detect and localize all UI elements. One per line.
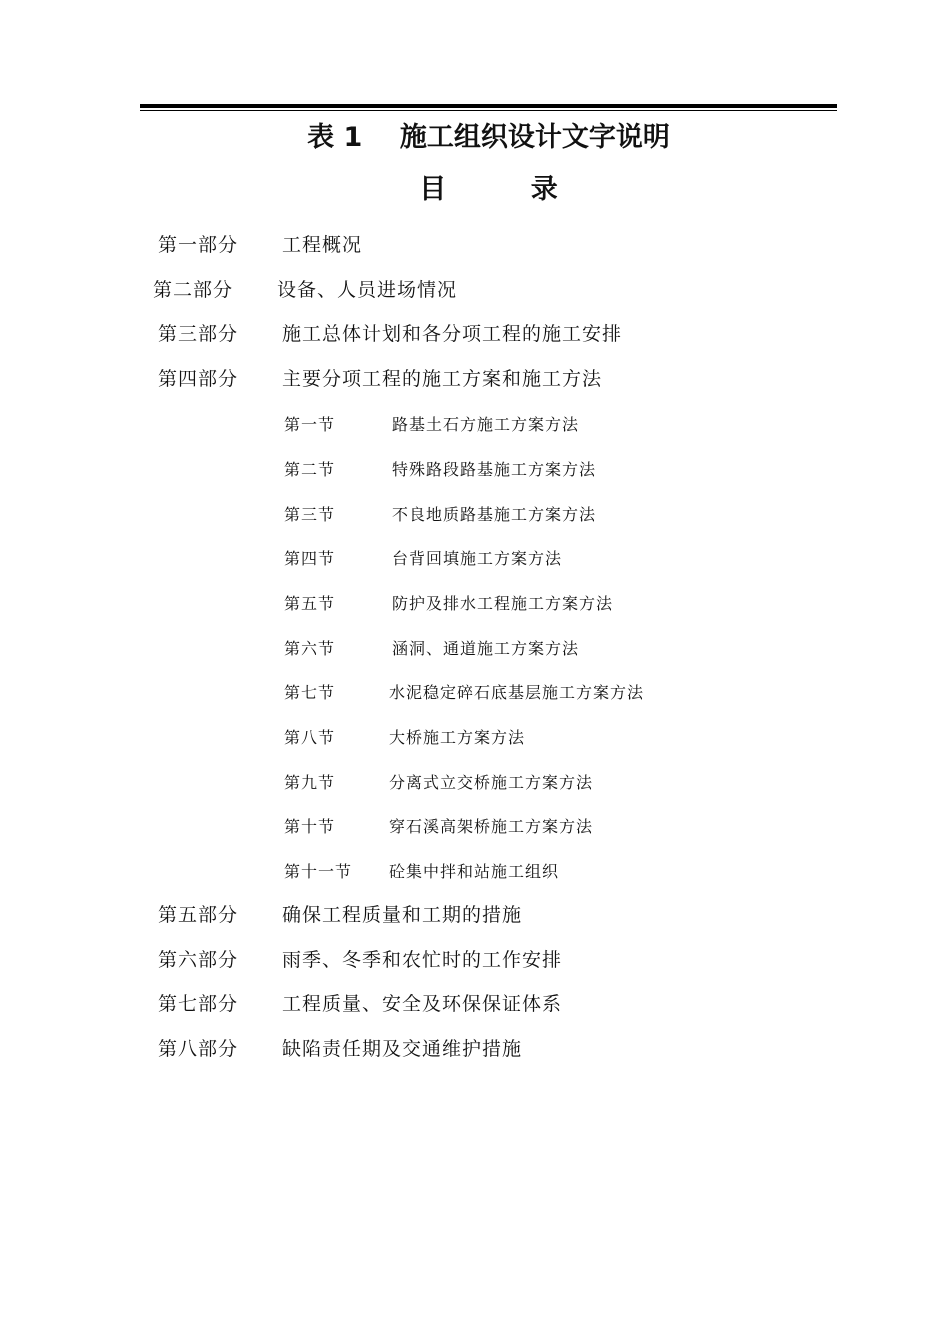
toc-section-label: 第七节	[284, 683, 336, 702]
toc-section-title: 不良地质路基施工方案方法	[392, 505, 597, 524]
toc-section-title: 大桥施工方案方法	[389, 728, 526, 747]
toc-part-title: 设备、人员进场情况	[277, 279, 458, 301]
toc-part-label: 第四部分	[158, 368, 239, 390]
toc-part-label: 第三部分	[158, 323, 239, 345]
toc-section-title: 分离式立交桥施工方案方法	[389, 773, 594, 792]
toc-part-title: 缺陷责任期及交通维护措施	[282, 1038, 523, 1060]
toc-section-label: 第十节	[284, 817, 336, 836]
toc-section-title: 穿石溪高架桥施工方案方法	[389, 817, 594, 836]
toc-part-label: 第一部分	[158, 234, 239, 256]
toc-section-label: 第五节	[284, 594, 336, 613]
toc-section-label: 第二节	[284, 460, 336, 479]
toc-section-title: 台背回填施工方案方法	[392, 549, 563, 568]
toc-part-label: 第八部分	[158, 1038, 239, 1060]
document-title: 表 1 施工组织设计文字说明	[307, 122, 670, 153]
toc-section-title: 特殊路段路基施工方案方法	[392, 460, 597, 479]
toc-part-label: 第二部分	[153, 279, 234, 301]
toc-section-title: 防护及排水工程施工方案方法	[392, 594, 614, 613]
toc-section-label: 第八节	[284, 728, 336, 747]
toc-part-label: 第五部分	[158, 904, 239, 926]
toc-section-label: 第四节	[284, 549, 336, 568]
toc-part-label: 第七部分	[158, 993, 239, 1015]
toc-part-title: 工程概况	[282, 234, 363, 256]
toc-section-title: 水泥稳定碎石底基层施工方案方法	[389, 683, 645, 702]
toc-part-title: 施工总体计划和各分项工程的施工安排	[282, 323, 623, 345]
toc-part-title: 主要分项工程的施工方案和施工方法	[282, 368, 603, 390]
toc-section-title: 涵洞、通道施工方案方法	[392, 639, 580, 658]
toc-heading: 目 录	[419, 174, 558, 205]
toc-section-label: 第六节	[284, 639, 336, 658]
toc-part-label: 第六部分	[158, 949, 239, 971]
toc-section-label: 第一节	[284, 415, 336, 434]
toc-section-label: 第十一节	[284, 862, 353, 881]
toc-section-title: 路基土石方施工方案方法	[392, 415, 580, 434]
toc-section-label: 第三节	[284, 505, 336, 524]
toc-part-title: 工程质量、安全及环保保证体系	[282, 993, 563, 1015]
toc-part-title: 雨季、冬季和农忙时的工作安排	[282, 949, 563, 971]
toc-section-title: 砼集中拌和站施工组织	[389, 862, 560, 881]
toc-part-title: 确保工程质量和工期的措施	[282, 904, 523, 926]
toc-section-label: 第九节	[284, 773, 336, 792]
